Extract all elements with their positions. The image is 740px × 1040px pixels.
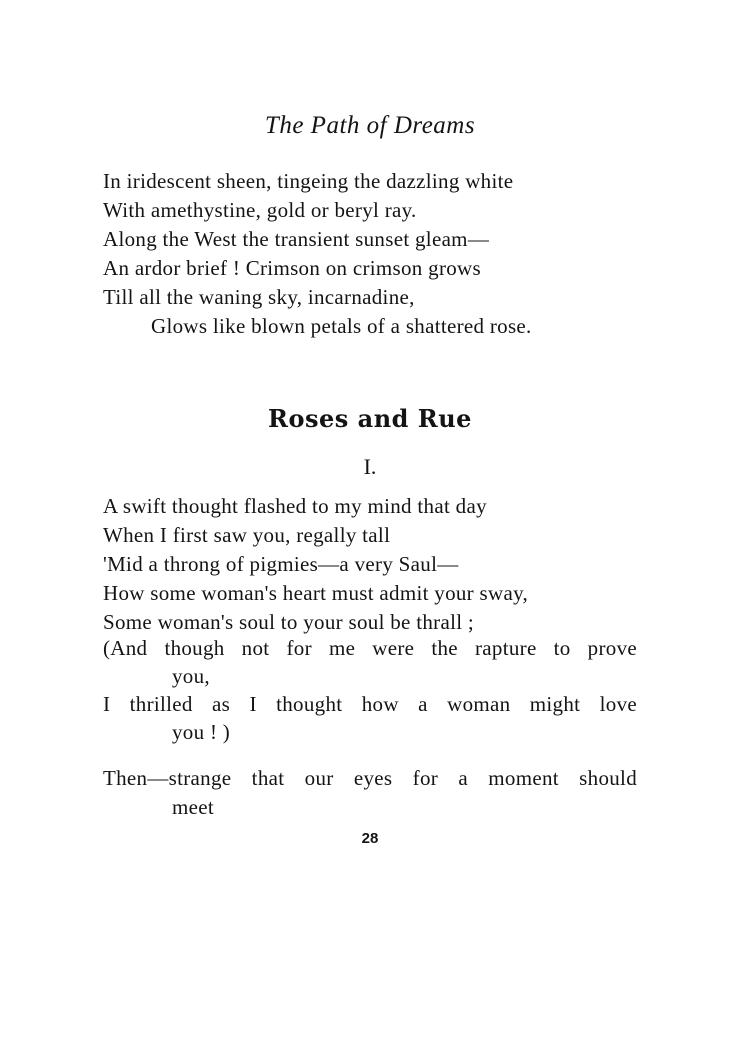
verse-line-continuation: meet [172,795,215,819]
verse-line: 'Mid a throng of pigmies—a very Saul— [103,552,459,576]
running-head: The Path of Dreams [264,112,476,139]
verse-line-continuation: you ! ) [172,720,231,744]
verse-line: In iridescent sheen, tingeing the dazzling white [103,169,514,193]
verse-line: Along the West the transient sunset gleam— [103,227,490,251]
page-number: 28 [361,830,379,847]
verse-line: When I first saw you, regally tall [103,523,391,547]
verse-line: (And though not for me were the rapture to prove [103,636,637,660]
verse-line-continuation: you, [172,664,210,688]
verse-line: I thrilled as I thought how a woman might love [103,692,637,716]
verse-line: Some woman's soul to your soul be thrall ; [103,610,475,634]
verse-line: With amethystine, gold or beryl ray. [103,198,417,222]
verse-line: Glows like blown petals of a shattered rose. [151,314,532,338]
section-number: I. [363,454,377,479]
poem-title: Roses and Rue [268,404,472,433]
verse-line: Then—strange that our eyes for a moment should [103,766,637,790]
verse-line: How some woman's heart must admit your sway, [103,581,529,605]
verse-line: An ardor brief ! Crimson on crimson grows [103,256,481,280]
verse-line: Till all the waning sky, incarnadine, [103,285,415,309]
verse-line: A swift thought flashed to my mind that day [103,494,487,518]
